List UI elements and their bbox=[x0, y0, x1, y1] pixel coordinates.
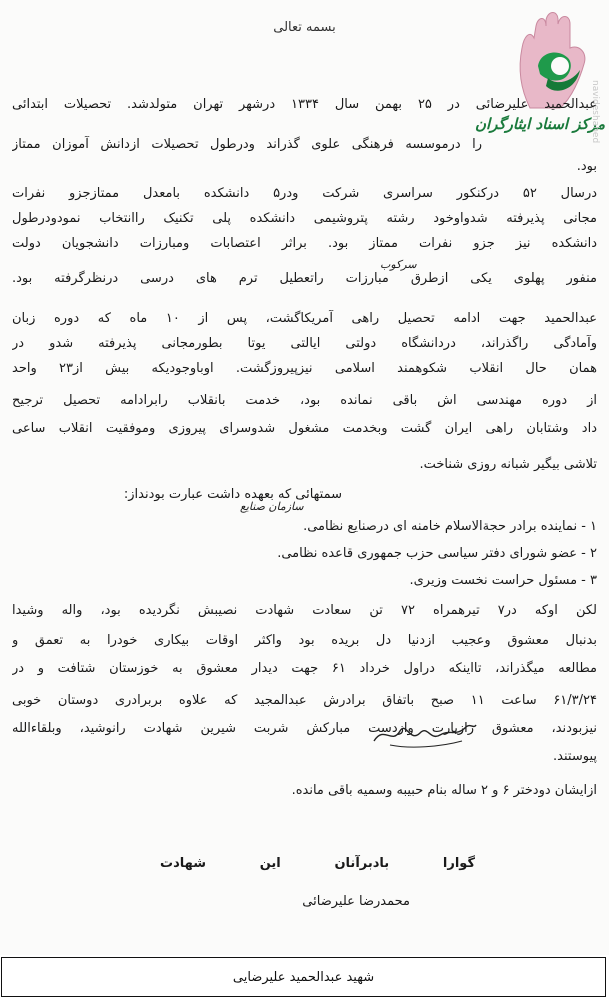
body-line: لکن اوکه در۷ تیرهمراه ۷۲ تن سعادت شهادت نصیبش نگردیده بود، واله وشیدا bbox=[12, 603, 597, 618]
caption-box bbox=[1, 957, 606, 997]
body-line: درسال ۵۲ درکنکور سراسری شرکت ودر۵ دانشکده بامعدل ممتازجزو نفرات bbox=[12, 186, 597, 201]
body-line: نیزبودند، معشوق رازیارت وازدست مبارکش شربت شیرین شهادت رانوشید، وبلقاءالله bbox=[12, 721, 597, 736]
list-item: ۲ - عضو شورای دفتر سیاسی حزب جمهوری قاعده نظامی. bbox=[277, 546, 597, 561]
image-caption: شهید عبدالحمید علیرضایی bbox=[232, 969, 375, 985]
body-line: عبدالحمید جهت ادامه تحصیل راهی آمریکاگشت، پس از ۱۰ ماه که دوره زبان bbox=[12, 311, 597, 326]
list-item: ۱ - نماینده برادر حجةالاسلام خامنه ای درصنایع نظامی. bbox=[303, 519, 597, 534]
body-line: مطالعه میگذراند، تااینکه دراول خرداد ۶۱ جهت دیدار معشوق به خوزستان شتافت و در bbox=[12, 661, 597, 676]
body-line: بود. bbox=[576, 159, 597, 174]
signature bbox=[370, 715, 480, 751]
list-item: ۳ - مسئول حراست نخست وزیری. bbox=[409, 573, 597, 588]
handwritten-note: سازمان صنایع bbox=[240, 500, 304, 513]
handwritten-note: سرکوب bbox=[380, 258, 417, 271]
signatory-name: محمدرضا علیرضائی bbox=[302, 894, 410, 909]
body-line: را درموسسه فرهنگی علوی گذراند ودرطول تحصیلات ازدانش آموزان ممتاز bbox=[12, 137, 482, 152]
closing-line: گوارا بادبرآنان این شهادت bbox=[160, 856, 475, 871]
body-line: بدنبال معشوق وعجیب ازدنیا دل بریده بود واکثر اوقات بیکاری خودرا به تعمق و bbox=[12, 633, 597, 648]
body-line: داد وشتابان راهی ایران گشت وبخدمت مشغول شدوسرای پیروزی وموفقیت انقلاب ساعی bbox=[12, 421, 597, 436]
body-line: همان حال انقلاب شکوهمند اسلامی نیزپیروزگشت. اوباوجودیکه بیش از۲۳ واحد bbox=[12, 361, 597, 376]
body-line: وآمادگی راگذراند، دردانشگاه دولتی ایالتی یوتا بطورمجانی پذیرفته شدو در bbox=[12, 336, 597, 351]
body-line: پیوستند. bbox=[553, 749, 597, 764]
body-line: منفور پهلوی یکی ازطرق مبارزات راتعطیل ترم های درسی درنظرگرفته بود. bbox=[12, 271, 597, 286]
logo-text: مرکز اسناد ایثارگران bbox=[475, 115, 605, 133]
body-line: عبدالحمید علیرضائی در ۲۵ بهمن سال ۱۳۳۴ درشهر تهران متولدشد. تحصیلات ابتدائی bbox=[12, 97, 597, 112]
body-line: سمتهائی که بعهده داشت عبارت بودنداز: bbox=[123, 487, 342, 502]
watermark: navideshahed bbox=[590, 80, 600, 144]
body-line: از دوره مهندسی اش باقی نمانده بود، خدمت بانقلاب رابرادامه تحصیل ترجیح bbox=[12, 393, 597, 408]
body-line: مجانی پذیرفته شدواوخود رشته پتروشیمی دانشکده پلی تکنیک راانتخاب نمودودرطول bbox=[12, 211, 597, 226]
body-line: دانشکده نیز جزو نفرات ممتاز بود. براثر اعتصابات ومبارزات دانشجویان دولت bbox=[12, 236, 597, 251]
document-heading: بسمه تعالی bbox=[273, 20, 336, 35]
body-line: ۶۱/۳/۲۴ ساعت ۱۱ صبح باتفاق برادرش عبدالمجید که علاوه بربرادری دوستان خوبی bbox=[12, 693, 597, 708]
body-line: تلاشی بیگیر شبانه روزی شناخت. bbox=[419, 457, 597, 472]
body-line: ازایشان دودختر ۶ و ۲ ساله بنام حبیبه وسمیه باقی مانده. bbox=[291, 783, 597, 798]
